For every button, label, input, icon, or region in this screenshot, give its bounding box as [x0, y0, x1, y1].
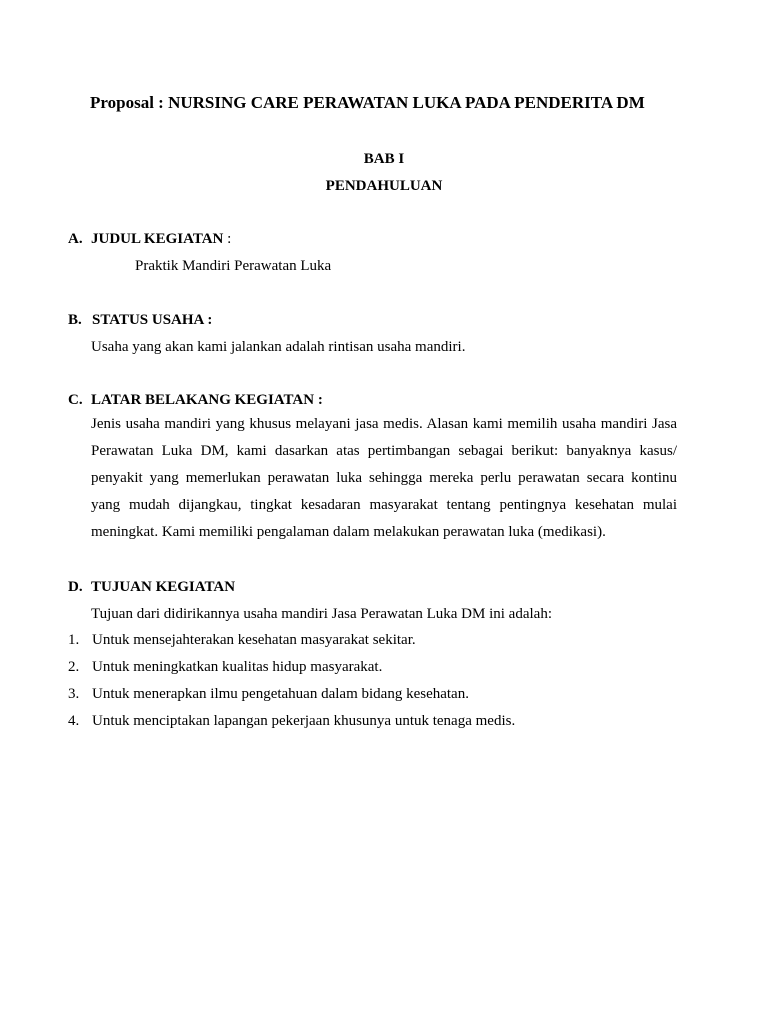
list-item-number: 1. — [68, 632, 80, 648]
section-b-body: Usaha yang akan kami jalankan adalah rintisan usaha mandiri. — [91, 339, 466, 355]
section-b-marker: B. — [68, 312, 82, 328]
section-c-marker: C. — [68, 392, 83, 408]
section-a-heading: JUDUL KEGIATAN — [91, 231, 224, 247]
paragraph-line: yang mudah dijangkau, tingkat kesadaran masyarakat tentang pentingnya kesehatan mulai — [91, 497, 677, 513]
section-a-body: Praktik Mandiri Perawatan Luka — [135, 258, 332, 274]
section-a-heading-wrap — [91, 230, 231, 248]
list-item-number: 3. — [68, 686, 80, 702]
list-item-text: Untuk mensejahterakan kesehatan masyarakat sekitar. — [92, 632, 416, 648]
section-d-heading: TUJUAN KEGIATAN — [91, 579, 236, 595]
list-item-text: Untuk menerapkan ilmu pengetahuan dalam bidang kesehatan. — [92, 686, 469, 702]
paragraph-line: penyakit yang memerlukan perawatan luka sehingga mereka perlu perawatan secara kontinu — [91, 470, 677, 486]
list-item-number: 2. — [68, 659, 80, 675]
chapter-title: PENDAHULUAN — [325, 178, 443, 194]
section-b-heading: STATUS USAHA : — [92, 312, 213, 328]
section-c-heading: LATAR BELAKANG KEGIATAN : — [91, 392, 323, 408]
section-c-paragraph — [91, 411, 677, 546]
list-item-text: Untuk meningkatkan kualitas hidup masyarakat. — [92, 659, 383, 675]
list-item-number: 4. — [68, 713, 80, 729]
paragraph-line: Perawatan Luka DM, kami dasarkan atas pertimbangan sebagai berikut: banyaknya kasus/ — [91, 443, 677, 459]
section-a-heading-suffix: : — [223, 231, 232, 247]
section-a-marker: A. — [68, 231, 83, 247]
section-d-intro: Tujuan dari didirikannya usaha mandiri Jasa Perawatan Luka DM ini adalah: — [91, 606, 552, 622]
list-item-text: Untuk menciptakan lapangan pekerjaan khusunya untuk tenaga medis. — [92, 713, 516, 729]
section-d-marker: D. — [68, 579, 83, 595]
document-title: Proposal : NURSING CARE PERAWATAN LUKA PADA PENDERITA DM — [90, 93, 645, 112]
paragraph-line: meningkat. Kami memiliki pengalaman dalam melakukan perawatan luka (medikasi). — [91, 524, 606, 540]
chapter-label: BAB I — [363, 151, 405, 167]
paragraph-line: Jenis usaha mandiri yang khusus melayani jasa medis. Alasan kami memilih usaha mandiri Jasa — [91, 416, 677, 432]
